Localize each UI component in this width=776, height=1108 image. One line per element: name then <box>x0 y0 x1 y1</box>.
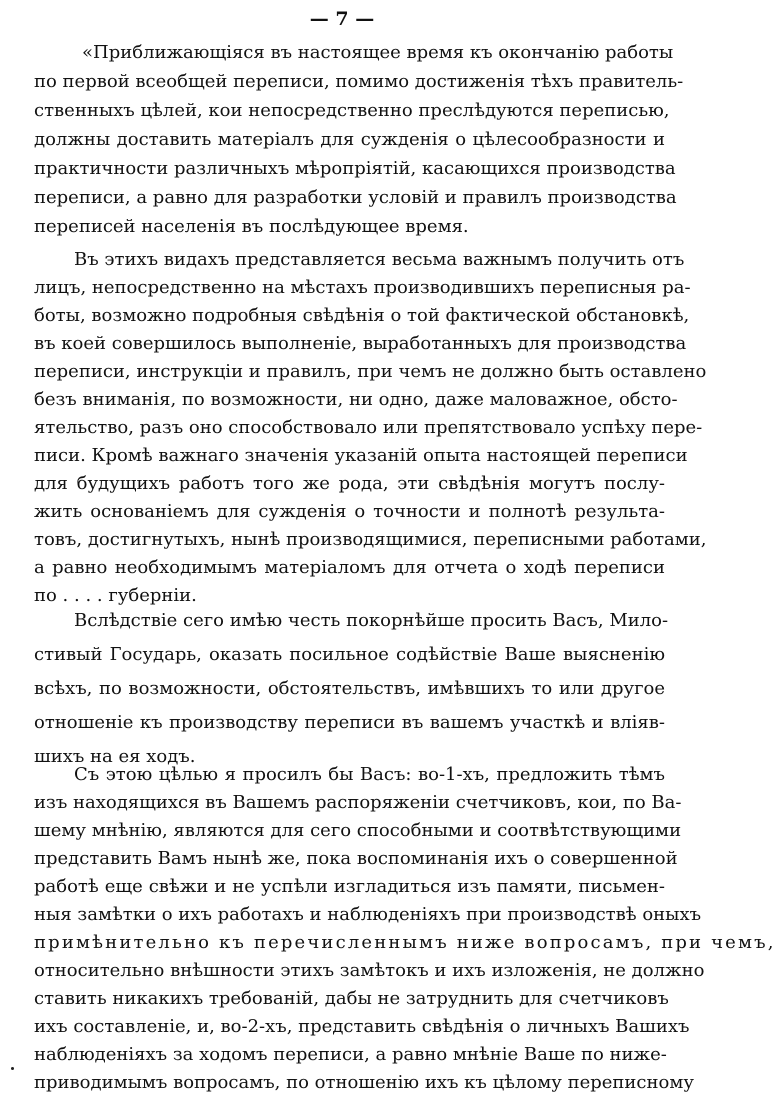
text-line: Въ этихъ видахъ представляется весьма важнымъ получить отъ <box>74 249 685 270</box>
text-line: изъ находящихся въ Вашемъ распоряженіи счетчиковъ, кои, по Ва- <box>34 792 682 813</box>
text-line: работѣ еще свѣжи и не успѣли изгладиться изъ памяти, письмен- <box>34 876 665 897</box>
text-line: переписи, инструкціи и правилъ, при чемъ не должно быть оставлено <box>34 361 707 382</box>
text-line: ныя замѣтки о ихъ работахъ и наблюденіяхъ при производствѣ оныхъ <box>34 904 702 925</box>
text-line: по первой всеобщей переписи, помимо достиженія тѣхъ правитель- <box>34 71 684 92</box>
text-line: Съ этою цѣлью я просилъ бы Васъ: во-1-хъ, предложить тѣмъ <box>74 764 665 785</box>
text-line: для будущихъ работъ того же рода, эти свѣдѣнія могутъ послу- <box>34 473 665 494</box>
page-number: — 7 — <box>309 8 375 30</box>
text-line: лицъ, непосредственно на мѣстахъ производившихъ переписныя ра- <box>34 277 691 298</box>
text-line: примѣнительно къ перечисленнымъ ниже вопросамъ, при чемъ, <box>34 932 776 953</box>
text-line: Вслѣдствіе сего имѣю честь покорнѣйше просить Васъ, Мило- <box>74 610 669 631</box>
text-line: писи. Кромѣ важнаго значенія указаній опыта настоящей переписи <box>34 445 688 466</box>
text-line: представить Вамъ нынѣ же, пока воспоминанія ихъ о совершенной <box>34 848 678 869</box>
text-line: безъ вниманія, по возможности, ни одно, даже маловажное, обсто- <box>34 389 678 410</box>
ink-speck <box>11 1067 14 1070</box>
text-line: жить основаніемъ для сужденія о точности и полнотѣ результа- <box>34 501 665 522</box>
text-line: практичности различныхъ мѣропріятій, касающихся производства <box>34 158 676 179</box>
text-line: въ коей совершилось выполненіе, выработанныхъ для производства <box>34 333 687 354</box>
text-line: переписей населенія въ послѣдующее время. <box>34 216 469 237</box>
text-line: «Приближающіяся въ настоящее время къ окончанію работы <box>82 42 674 63</box>
text-line: боты, возможно подробныя свѣдѣнія о той фактической обстановкѣ, <box>34 305 690 326</box>
text-line: а равно необходимымъ матеріаломъ для отчета о ходѣ переписи <box>34 557 665 578</box>
text-line: должны доставить матеріалъ для сужденія о цѣлесообразности и <box>34 129 665 150</box>
text-line: относительно внѣшности этихъ замѣтокъ и ихъ изложенія, не должно <box>34 960 705 981</box>
text-line: переписи, а равно для разработки условій и правилъ производства <box>34 187 677 208</box>
text-line: приводимымъ вопросамъ, по отношенію ихъ къ цѣлому переписному <box>34 1072 694 1093</box>
text-line: отношеніе къ производству переписи въ вашемъ участкѣ и вліяв- <box>34 712 665 733</box>
text-line: ятельство, разъ оно способствовало или препятствовало успѣху пере- <box>34 417 703 438</box>
text-line: шему мнѣнію, являются для сего способными и соотвѣтствующими <box>34 820 682 841</box>
text-line: шихъ на ея ходъ. <box>34 746 196 767</box>
text-line: стивый Государь, оказать посильное содѣйствіе Ваше выясненію <box>34 644 665 665</box>
text-line: всѣхъ, по возможности, обстоятельствъ, имѣвшихъ то или другое <box>34 678 665 699</box>
text-line: товъ, достигнутыхъ, нынѣ производящимися, переписными работами, <box>34 529 707 550</box>
text-line: наблюденіяхъ за ходомъ переписи, а равно мнѣніе Ваше по ниже- <box>34 1044 667 1065</box>
text-line: ставить никакихъ требованій, дабы не затруднить для счетчиковъ <box>34 988 669 1009</box>
text-line: ихъ составленіе, и, во-2-хъ, представить свѣдѣнія о личныхъ Вашихъ <box>34 1016 690 1037</box>
text-line: по . . . . губерніи. <box>34 585 197 606</box>
text-line: ственныхъ цѣлей, кои непосредственно преслѣдуются переписью, <box>34 100 670 121</box>
